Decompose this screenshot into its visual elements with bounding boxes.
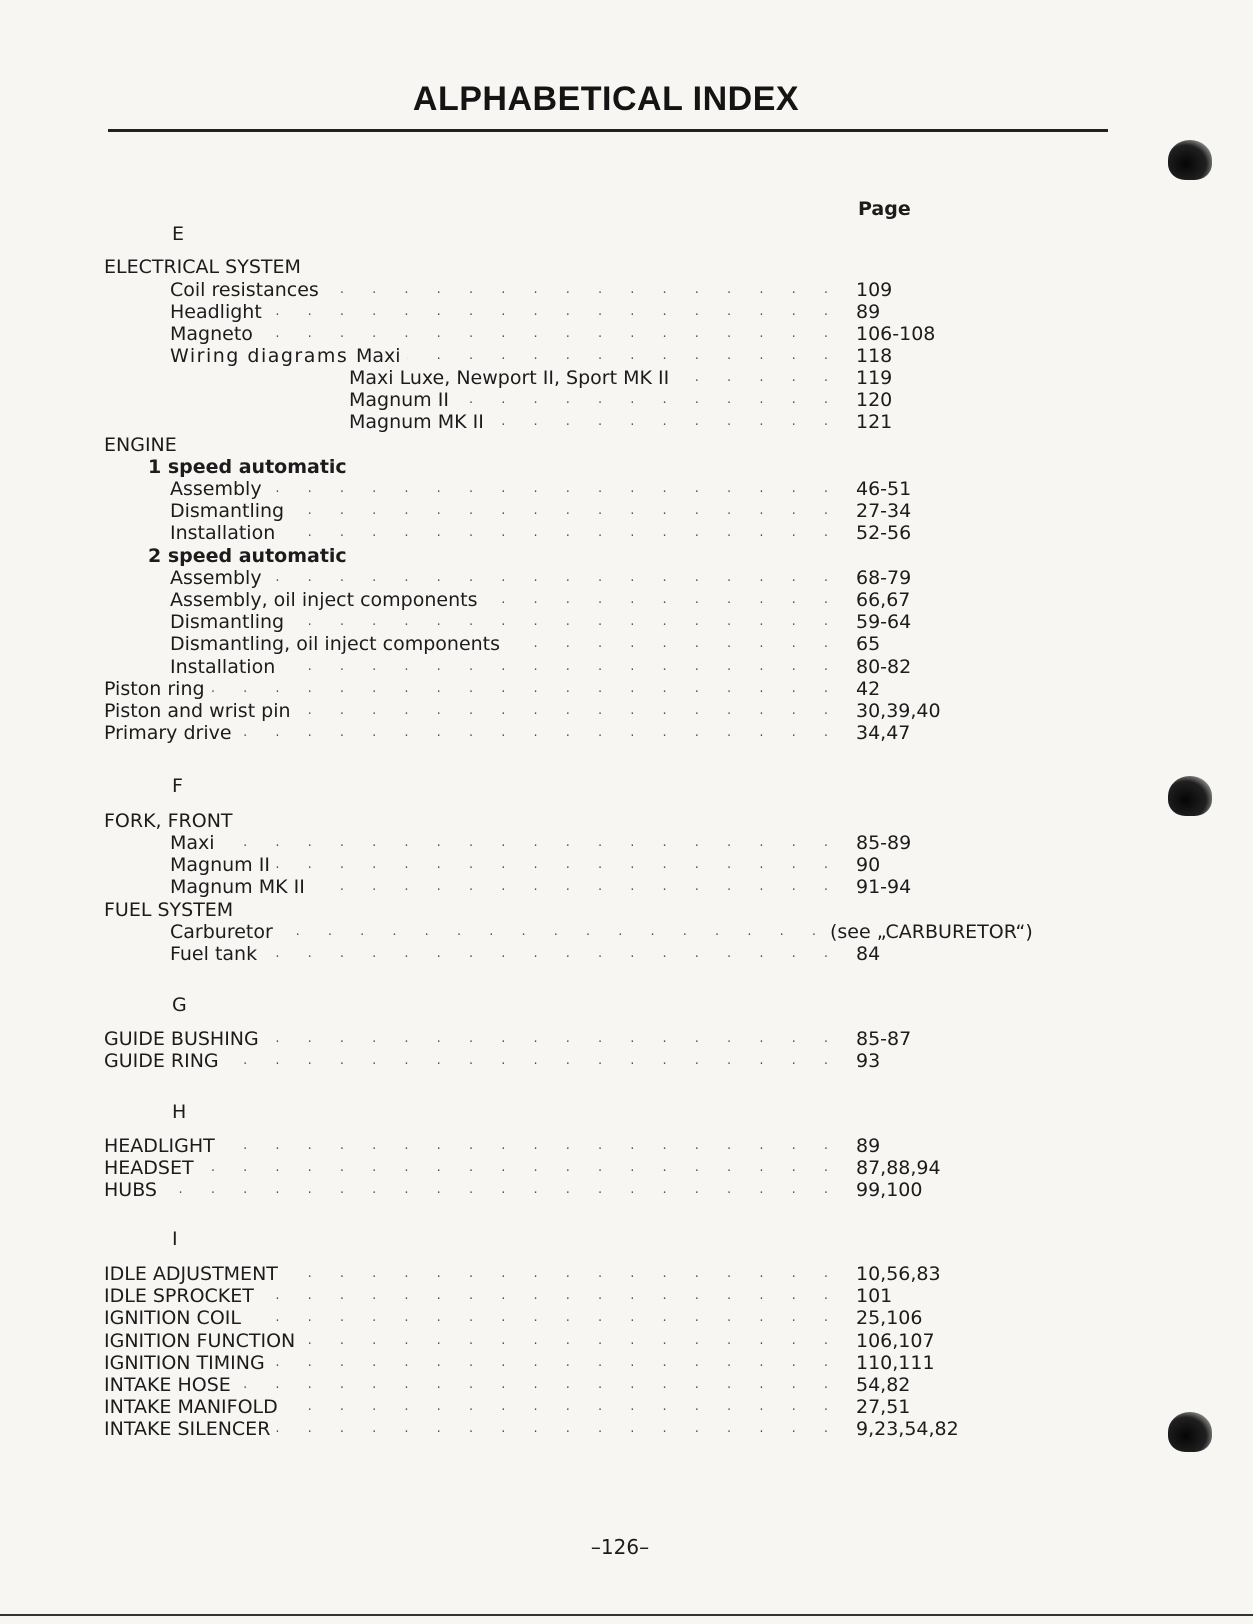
binder-hole-icon — [1168, 140, 1212, 180]
index-entry: . . . IDLE ADJUSTMENT — [104, 1263, 842, 1285]
index-entry: . . . Piston and wrist pin — [104, 700, 842, 722]
title-rule — [108, 129, 1108, 132]
page-ref: 30,39,40 — [856, 700, 941, 722]
index-heading: ELECTRICAL SYSTEM — [104, 256, 307, 278]
index-entry: . . . Magnum MK II — [170, 876, 842, 898]
index-entry: . . . Assembly — [170, 478, 842, 500]
page-column-header: Page — [858, 198, 911, 220]
page-ref: 80-82 — [856, 656, 912, 678]
page-ref: 85-89 — [856, 832, 912, 854]
index-entry: . . . Dismantling — [170, 500, 842, 522]
index-entry: . . . HEADLIGHT — [104, 1135, 842, 1157]
page-ref: 66,67 — [856, 589, 911, 611]
page-ref: 10,56,83 — [856, 1263, 941, 1285]
page-ref: 59-64 — [856, 611, 912, 633]
page-ref: 87,88,94 — [856, 1157, 941, 1179]
index-entry: . . . IGNITION FUNCTION — [104, 1330, 842, 1352]
page-ref: (see „CARBURETOR“) — [830, 921, 1033, 943]
page-ref: 65 — [856, 633, 881, 655]
index-entry: . . . IGNITION TIMING — [104, 1352, 842, 1374]
page-ref: 93 — [856, 1050, 881, 1072]
index-entry: . . . Carburetor — [170, 921, 830, 943]
page-ref: 89 — [856, 301, 881, 323]
page-ref: 85-87 — [856, 1028, 912, 1050]
bottom-edge-line — [0, 1614, 1253, 1616]
page-ref: 27-34 — [856, 500, 912, 522]
page-ref: 42 — [856, 678, 881, 700]
section-letter-h: H — [172, 1101, 192, 1123]
index-entry: . . . Installation — [170, 522, 842, 544]
page-ref: 110,111 — [856, 1352, 935, 1374]
index-entry: . . . HEADSET — [104, 1157, 842, 1179]
index-entry: . . . Assembly, oil inject components — [170, 589, 842, 611]
page-ref: 27,51 — [856, 1396, 911, 1418]
index-entry: . . . INTAKE MANIFOLD — [104, 1396, 842, 1418]
binder-hole-icon — [1168, 1412, 1212, 1452]
section-letter-e: E — [172, 223, 190, 245]
page-ref: 120 — [856, 389, 893, 411]
index-entry: . . . Dismantling, oil inject components — [170, 633, 842, 655]
index-heading: FUEL SYSTEM — [104, 899, 239, 921]
page-ref: 119 — [856, 367, 893, 389]
index-entry: . . . Installation — [170, 656, 842, 678]
index-entry: . . . Maxi — [170, 832, 842, 854]
index-entry: . . . Maxi Luxe, Newport II, Sport MK II — [349, 367, 842, 389]
page-ref: 90 — [856, 854, 881, 876]
page-ref: 109 — [856, 279, 893, 301]
page-ref: 52-56 — [856, 522, 912, 544]
index-entry: . . . Magnum II — [170, 854, 842, 876]
index-entry: . . . IDLE SPROCKET — [104, 1285, 842, 1307]
index-entry: . . . Headlight — [170, 301, 842, 323]
index-subheading: 2 speed automatic — [148, 545, 353, 567]
index-entry: . . . Magnum II — [349, 389, 842, 411]
index-entry: . . . Dismantling — [170, 611, 842, 633]
index-entry: . . . Piston ring — [104, 678, 842, 700]
page-ref: 101 — [856, 1285, 893, 1307]
page-title: ALPHABETICAL INDEX — [412, 80, 800, 118]
index-entry: . . . INTAKE HOSE — [104, 1374, 842, 1396]
index-entry: . . . INTAKE SILENCER — [104, 1418, 842, 1440]
index-entry: . . . Assembly — [170, 567, 842, 589]
page-ref: 106,107 — [856, 1330, 935, 1352]
index-heading: ENGINE — [104, 434, 183, 456]
index-entry: . . . Primary drive — [104, 722, 842, 744]
page-ref: 89 — [856, 1135, 881, 1157]
index-entry: . . . HUBS — [104, 1179, 842, 1201]
index-entry: . . . Magnum MK II — [349, 411, 842, 433]
section-letter-g: G — [172, 994, 193, 1016]
page-ref: 68-79 — [856, 567, 912, 589]
page-ref: 121 — [856, 411, 893, 433]
section-letter-f: F — [172, 775, 189, 797]
page-ref: 84 — [856, 943, 881, 965]
index-entry: . . . IGNITION COIL — [104, 1307, 842, 1329]
page-ref: 25,106 — [856, 1307, 923, 1329]
index-entry: . . . Coil resistances — [170, 279, 842, 301]
page-ref: 34,47 — [856, 722, 911, 744]
index-entry: . . . GUIDE BUSHING — [104, 1028, 842, 1050]
index-entry: . . . Fuel tank — [170, 943, 842, 965]
page-ref: 46-51 — [856, 478, 912, 500]
index-entry: . . . Maxi — [356, 345, 842, 367]
index-entry: . . . Magneto — [170, 323, 842, 345]
page-ref: 54,82 — [856, 1374, 911, 1396]
page-ref: 99,100 — [856, 1179, 923, 1201]
index-subheading: 1 speed automatic — [148, 456, 353, 478]
index-entry: . . . GUIDE RING — [104, 1050, 842, 1072]
section-letter-i: I — [172, 1228, 184, 1250]
page-number: –126– — [590, 1535, 650, 1559]
index-subheading: Wiring diagrams — [170, 345, 354, 367]
page-ref: 118 — [856, 345, 893, 367]
index-heading: FORK, FRONT — [104, 810, 239, 832]
page-ref: 91-94 — [856, 876, 912, 898]
page-ref: 106-108 — [856, 323, 936, 345]
page-ref: 9,23,54,82 — [856, 1418, 959, 1440]
binder-hole-icon — [1168, 776, 1212, 816]
